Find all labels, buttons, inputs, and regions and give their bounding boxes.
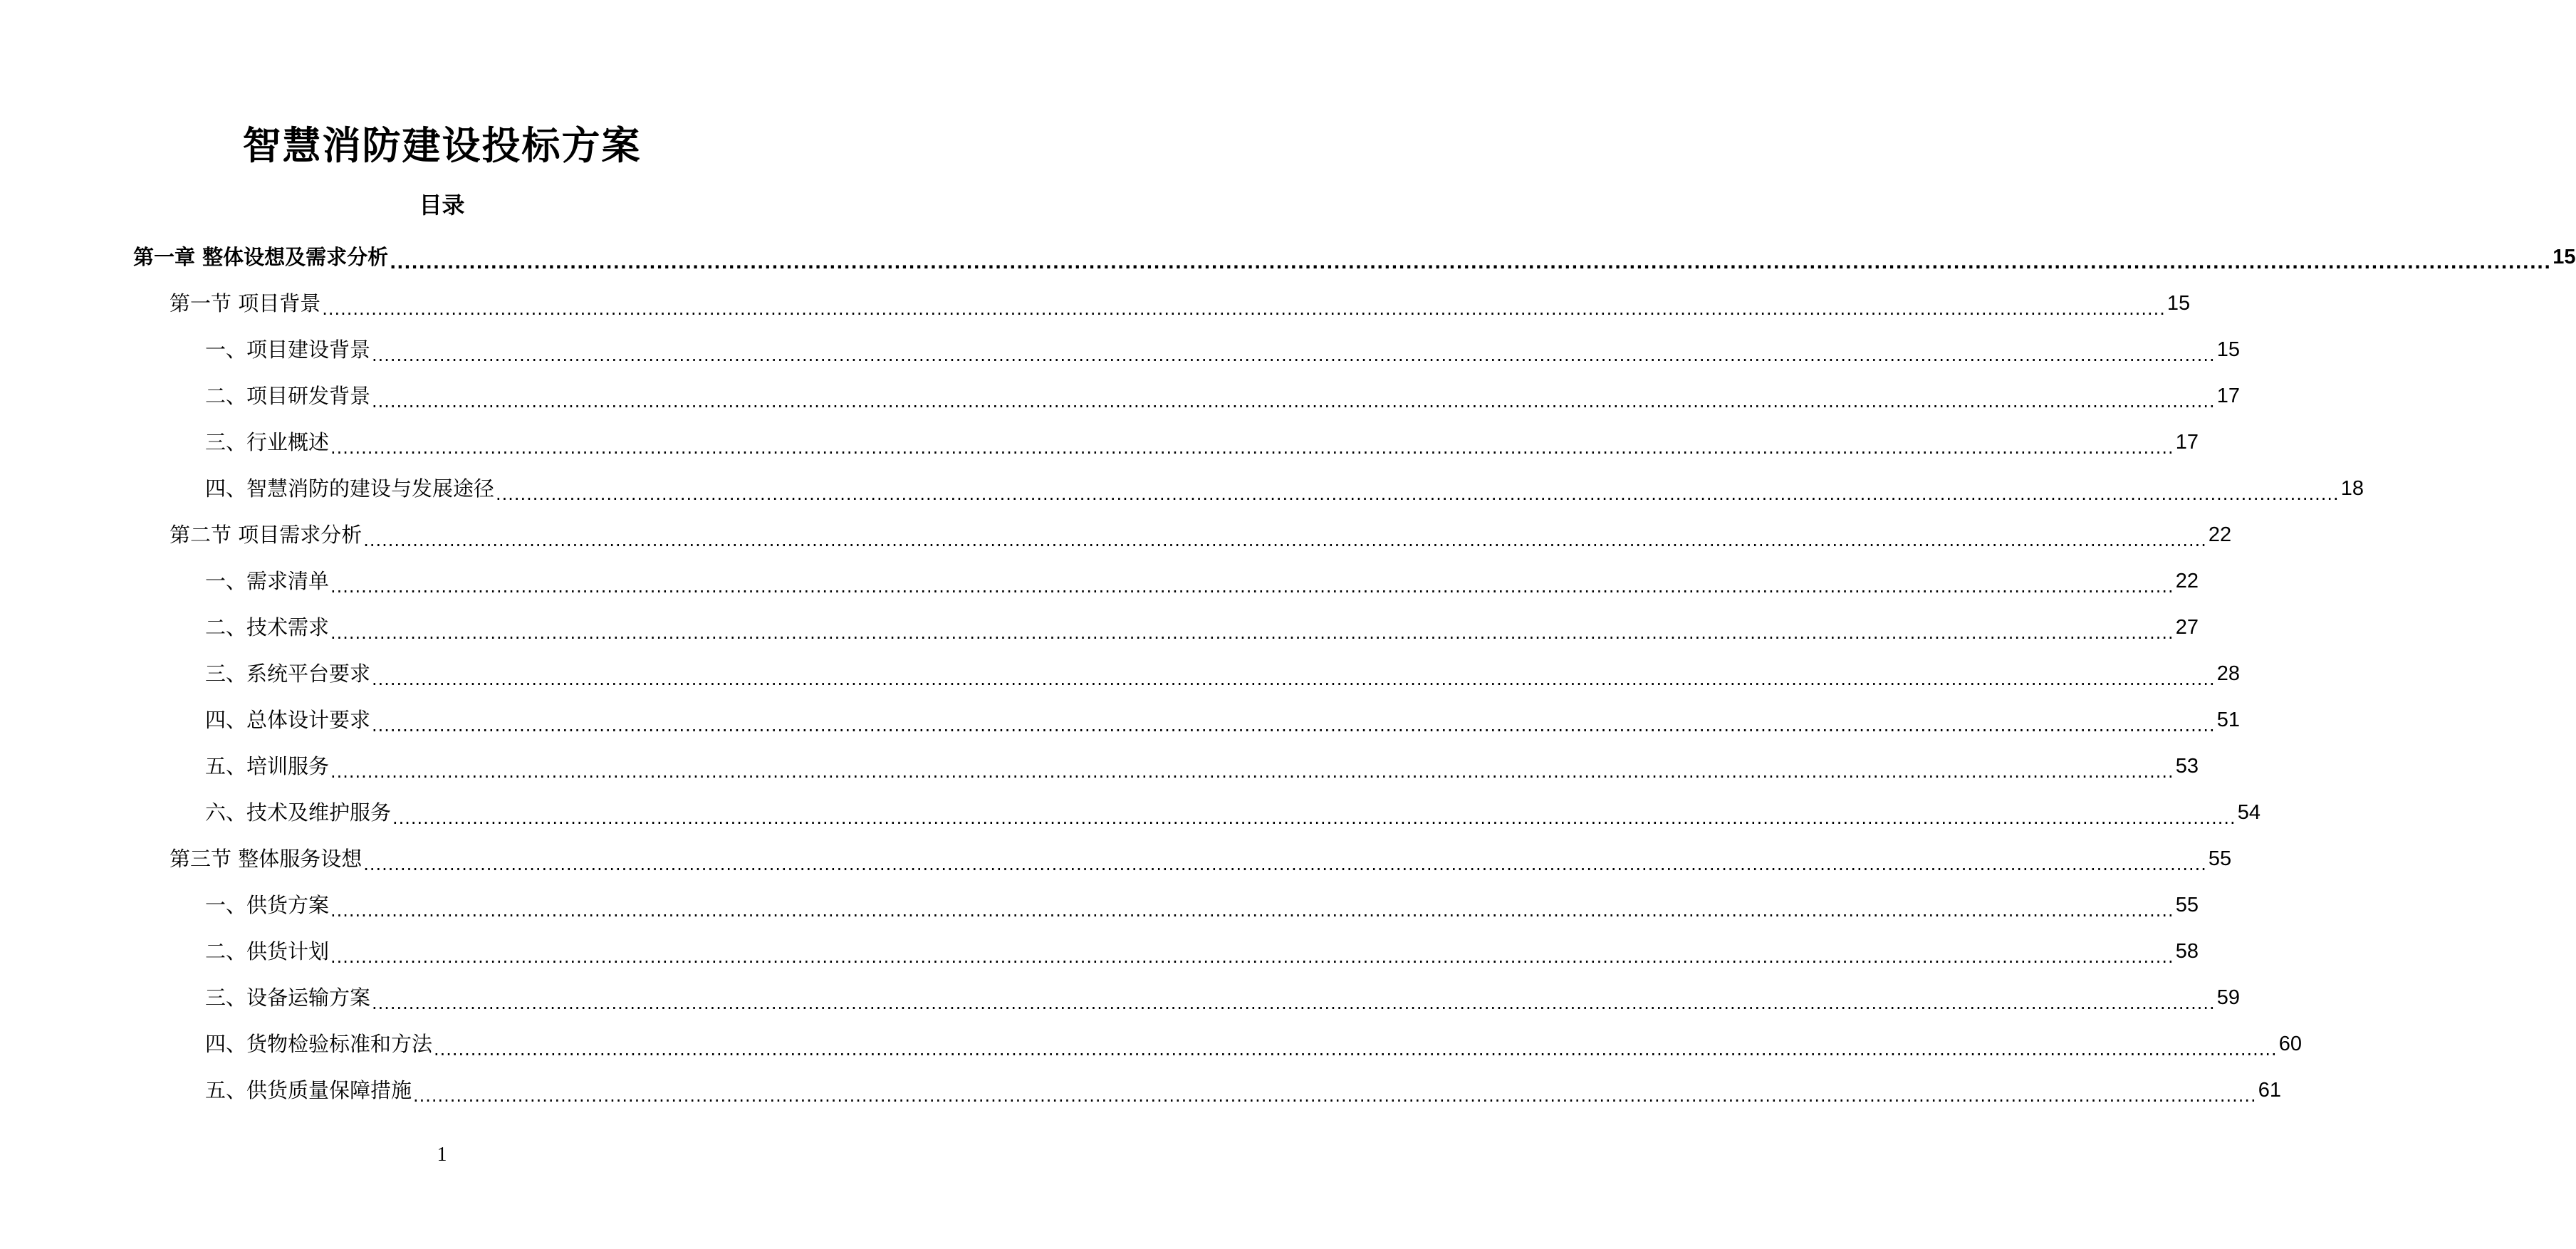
toc-entry-title: 六、技术及维护服务	[205, 800, 392, 825]
toc-entry[interactable]	[0, 696, 2240, 743]
toc-dot-leader: ............................................................................................................................................................................................................................................................................................................	[372, 392, 2216, 412]
toc-dot-leader: ............................................................................................................................................................................................................................................................................................................	[392, 808, 2236, 828]
toc-entry[interactable]	[0, 974, 2240, 1020]
toc-entry-page: 55	[2175, 893, 2199, 916]
toc-entry[interactable]	[0, 928, 2199, 974]
toc-entry-title: 三、设备运输方案	[205, 985, 371, 1010]
toc-entry-title: 第三节 整体服务设想	[170, 846, 363, 871]
toc-entry-page: 15	[2166, 291, 2191, 315]
toc-dot-leader: ............................................................................................................................................................................................................................................................................................................	[390, 253, 2552, 273]
toc-dot-leader: ............................................................................................................................................................................................................................................................................................................	[330, 901, 2174, 921]
toc-entry-title: 三、系统平台要求	[205, 661, 371, 686]
toc-entry-title: 三、行业概述	[205, 429, 330, 454]
toc-entry-title: 四、智慧消防的建设与发展途径	[205, 476, 495, 501]
toc-entry-page: 54	[2237, 800, 2260, 824]
toc-entry-page: 27	[2175, 615, 2199, 639]
toc-entry-page: 15	[2552, 245, 2576, 268]
document-title: 智慧消防建设投标方案	[242, 123, 642, 168]
toc-entry-page: 28	[2216, 662, 2240, 685]
toc-entry-title: 五、培训服务	[205, 753, 330, 778]
toc-dot-leader: ............................................................................................................................................................................................................................................................................................................	[372, 345, 2216, 365]
toc-entry-title: 一、需求清单	[205, 568, 330, 593]
toc-entry[interactable]	[0, 558, 2199, 604]
toc-dot-leader: ............................................................................................................................................................................................................................................................................................................	[330, 438, 2174, 458]
toc-entry-page: 18	[2340, 476, 2364, 500]
toc-entry-page: 51	[2216, 708, 2240, 731]
toc-entry-title: 第一节 项目背景	[170, 291, 321, 315]
toc-dot-leader: ............................................................................................................................................................................................................................................................................................................	[372, 993, 2216, 1013]
toc-entry[interactable]	[0, 280, 2191, 326]
toc-entry[interactable]	[0, 835, 2232, 882]
toc-entry-page: 59	[2216, 986, 2240, 1009]
toc-entry-title: 五、供货质量保障措施	[205, 1077, 412, 1102]
toc-entry-title: 四、货物检验标准和方法	[205, 1031, 433, 1056]
toc-entry[interactable]	[0, 789, 2260, 835]
toc-dot-leader: ............................................................................................................................................................................................................................................................................................................	[330, 762, 2174, 782]
toc-dot-leader: ............................................................................................................................................................................................................................................................................................................	[413, 1086, 2257, 1106]
toc-entry-title: 一、项目建设背景	[205, 337, 371, 362]
toc-entry[interactable]	[0, 650, 2240, 696]
toc-dot-leader: ............................................................................................................................................................................................................................................................................................................	[496, 484, 2340, 504]
toc-entry-page: 17	[2175, 430, 2199, 454]
table-of-contents	[0, 234, 2576, 1113]
toc-entry[interactable]	[0, 372, 2240, 419]
toc-entry-page: 61	[2258, 1078, 2281, 1102]
toc-entry[interactable]	[0, 419, 2199, 465]
toc-entry-title: 二、供货计划	[205, 939, 330, 963]
toc-entry-page: 53	[2175, 754, 2199, 778]
toc-heading: 目录	[419, 192, 465, 219]
toc-dot-leader: ............................................................................................................................................................................................................................................................................................................	[363, 531, 2207, 550]
toc-entry-page: 55	[2208, 847, 2232, 870]
toc-dot-leader: ............................................................................................................................................................................................................................................................................................................	[330, 577, 2174, 597]
toc-entry-page: 58	[2175, 939, 2199, 963]
toc-entry[interactable]	[0, 1067, 2281, 1113]
toc-entry[interactable]	[0, 1020, 2302, 1067]
toc-dot-leader: ............................................................................................................................................................................................................................................................................................................	[330, 623, 2174, 643]
toc-entry-title: 一、供货方案	[205, 892, 330, 917]
toc-entry[interactable]	[0, 743, 2199, 789]
toc-entry[interactable]	[0, 604, 2199, 650]
toc-dot-leader: ............................................................................................................................................................................................................................................................................................................	[363, 855, 2207, 874]
toc-entry-title: 第一章 整体设想及需求分析	[133, 244, 389, 269]
toc-entry[interactable]	[0, 511, 2232, 558]
toc-entry-title: 二、技术需求	[205, 615, 330, 639]
toc-entry[interactable]	[0, 326, 2240, 372]
toc-dot-leader: ............................................................................................................................................................................................................................................................................................................	[322, 299, 2166, 319]
toc-dot-leader: ............................................................................................................................................................................................................................................................................................................	[372, 716, 2216, 736]
toc-entry-page: 17	[2216, 384, 2240, 407]
toc-entry-title: 二、项目研发背景	[205, 383, 371, 408]
toc-entry-page: 22	[2208, 523, 2232, 546]
toc-entry-page: 60	[2278, 1032, 2302, 1055]
toc-entry-page: 22	[2175, 569, 2199, 592]
toc-entry[interactable]	[0, 882, 2199, 928]
toc-entry-title: 第二节 项目需求分析	[170, 522, 363, 547]
toc-entry-title: 四、总体设计要求	[205, 707, 371, 732]
page-number: 1	[437, 1144, 447, 1166]
toc-entry-page: 15	[2216, 338, 2240, 361]
toc-dot-leader: ............................................................................................................................................................................................................................................................................................................	[330, 947, 2174, 967]
toc-dot-leader: ............................................................................................................................................................................................................................................................................................................	[434, 1040, 2278, 1060]
toc-entry[interactable]	[0, 465, 2364, 511]
toc-dot-leader: ............................................................................................................................................................................................................................................................................................................	[372, 669, 2216, 689]
toc-entry[interactable]	[0, 234, 2576, 280]
